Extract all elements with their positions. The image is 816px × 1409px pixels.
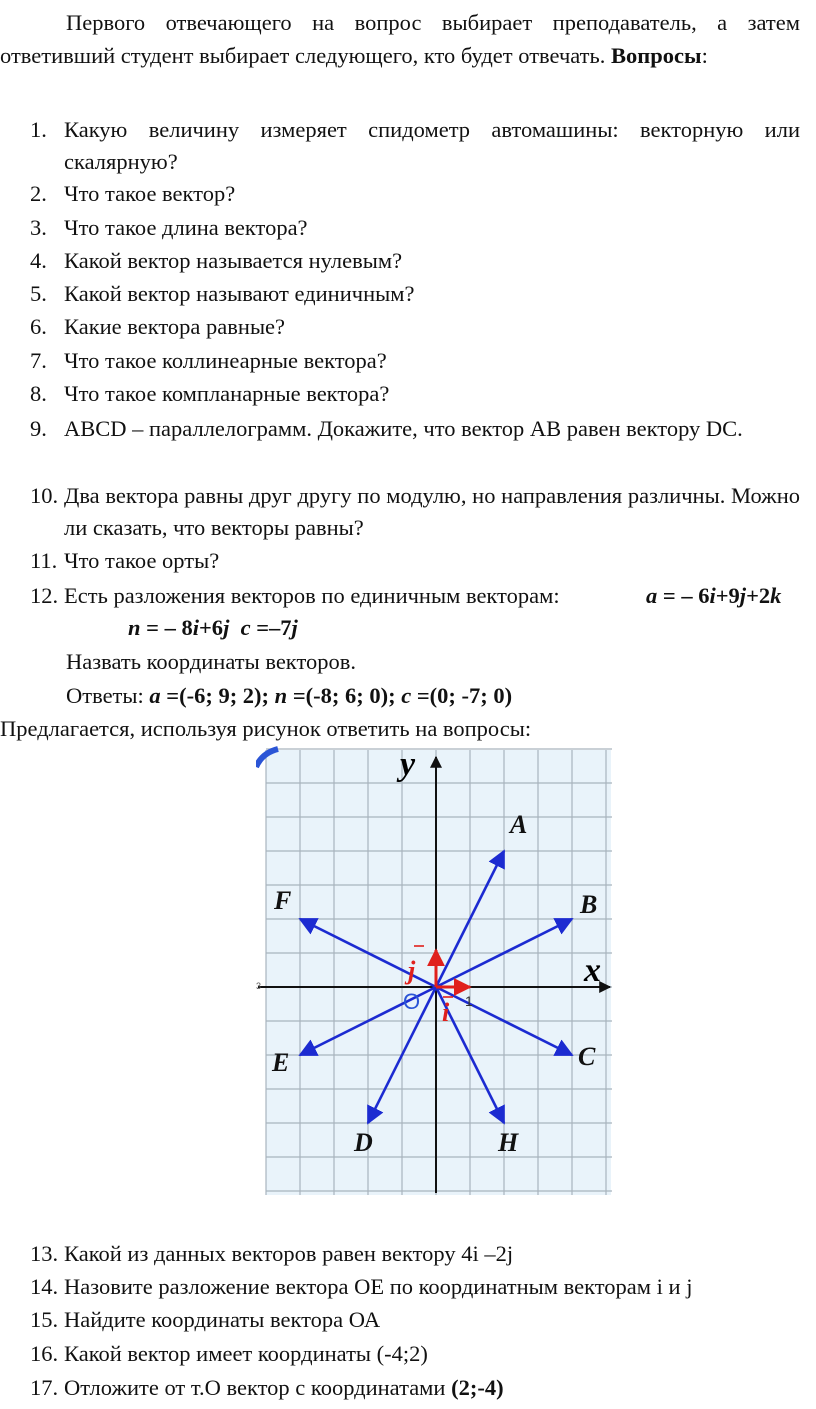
question-number: 3. [30, 215, 47, 240]
question-text: Что такое коллинеарные вектора? [64, 348, 387, 373]
question-number: 16. [30, 1341, 59, 1366]
question-number: 13. [30, 1241, 59, 1266]
question-number: 11. [30, 548, 58, 573]
vector-d-label: D [354, 1128, 373, 1157]
question-item [0, 1338, 800, 1370]
question-text: Найдите координаты вектора ОА [64, 1307, 381, 1332]
question-number: 8. [30, 381, 47, 406]
vector-b-label: B [580, 890, 598, 919]
question-text: Два вектора равны друг другу по модулю, но направления различны. Можно ли сказать, что векторы равны? [64, 483, 800, 540]
question-item [0, 345, 800, 377]
vector-figure [256, 745, 616, 1195]
question-item [0, 413, 800, 445]
unit-j-label: j [408, 956, 416, 985]
question-text: Какой вектор имеет координаты (-4;2) [64, 1341, 428, 1366]
question-text: Что такое вектор? [64, 181, 236, 206]
q12-task: Назвать координаты векторов. [66, 649, 356, 674]
question-item [0, 378, 800, 410]
question-number: 12. [30, 583, 59, 608]
question-text: Какой вектор называют единичным? [64, 281, 415, 306]
figure-intro: Предлагается, используя рисунок ответить на вопросы: [0, 716, 532, 741]
question-item [0, 1304, 800, 1336]
vector-f-label: F [274, 886, 292, 915]
question-number: 9. [30, 416, 47, 441]
question-text: Есть разложения векторов по единичным векторам: [64, 583, 560, 608]
tick-1-label: 1 [465, 993, 473, 1009]
question-text: Что такое длина вектора? [64, 215, 308, 240]
question-item [0, 311, 800, 343]
question-number: 7. [30, 348, 47, 373]
questions-label: Вопросы [611, 43, 702, 68]
question-text: ABCD – параллелограмм. Докажите, что вектор АВ равен вектору DC. [64, 416, 743, 441]
vector-c-label: C [578, 1042, 596, 1071]
question-item [0, 1372, 800, 1404]
vector-diagram [256, 745, 616, 1195]
question-number: 4. [30, 248, 47, 273]
vector-a-label: A [510, 810, 528, 839]
question-item [0, 480, 800, 544]
question-number: 2. [30, 181, 47, 206]
question-text: Что такое компланарные вектора? [64, 381, 390, 406]
intro-paragraph: Первого отвечающего на вопрос выбирает преподаватель, а затем ответивший студент выбирает следующего, кто будет отвечать. Вопросы: [0, 10, 800, 68]
x-axis-label: x [584, 952, 601, 989]
question-text: Что такое орты? [64, 548, 220, 573]
question-item [0, 278, 800, 310]
question-number: 15. [30, 1307, 59, 1332]
question-text: Какие вектора равные? [64, 314, 286, 339]
question-text: Какую величину измеряет спидометр автомашины: векторную или скалярную? [64, 117, 800, 174]
question-text: Какой из данных векторов равен вектору 4i –2j [64, 1241, 514, 1266]
question-item [0, 114, 800, 178]
question-item [0, 212, 800, 244]
origin-label: O [403, 989, 421, 1014]
question-number: 1. [30, 117, 47, 142]
formula-a: a = – 6i+9j+2k [646, 583, 782, 608]
formula-n-c: n = – 8i+6j c =–7j [128, 615, 298, 640]
question-number: 10. [30, 483, 59, 508]
question-number: 6. [30, 314, 47, 339]
question-text: Отложите от т.О вектор с координатами (2;-4) [64, 1375, 504, 1400]
vector-e-label: E [272, 1048, 290, 1077]
question-item [0, 545, 800, 577]
intro-text: Первого отвечающего на вопрос выбирает преподаватель, а затем ответивший студент выбирает следующего, кто будет отвечать. [0, 10, 800, 68]
y-axis-label: y [400, 746, 416, 783]
question-item [0, 245, 800, 277]
question-text: Назовите разложение вектора ОЕ по координатным векторам i и j [64, 1274, 693, 1299]
question-item [0, 1271, 800, 1303]
question-number: 14. [30, 1274, 59, 1299]
question-item [0, 1238, 800, 1270]
unit-i-label: i [442, 998, 450, 1027]
left-mark: 3 [256, 981, 262, 991]
q12-answers: Ответы: a =(-6; 9; 2); n =(-8; 6; 0); c =(0; -7; 0) [66, 683, 513, 708]
question-number: 5. [30, 281, 47, 306]
vector-h-label: H [498, 1128, 519, 1157]
question-number: 17. [30, 1375, 59, 1400]
question-text: Какой вектор называется нулевым? [64, 248, 403, 273]
question-item [0, 178, 800, 210]
